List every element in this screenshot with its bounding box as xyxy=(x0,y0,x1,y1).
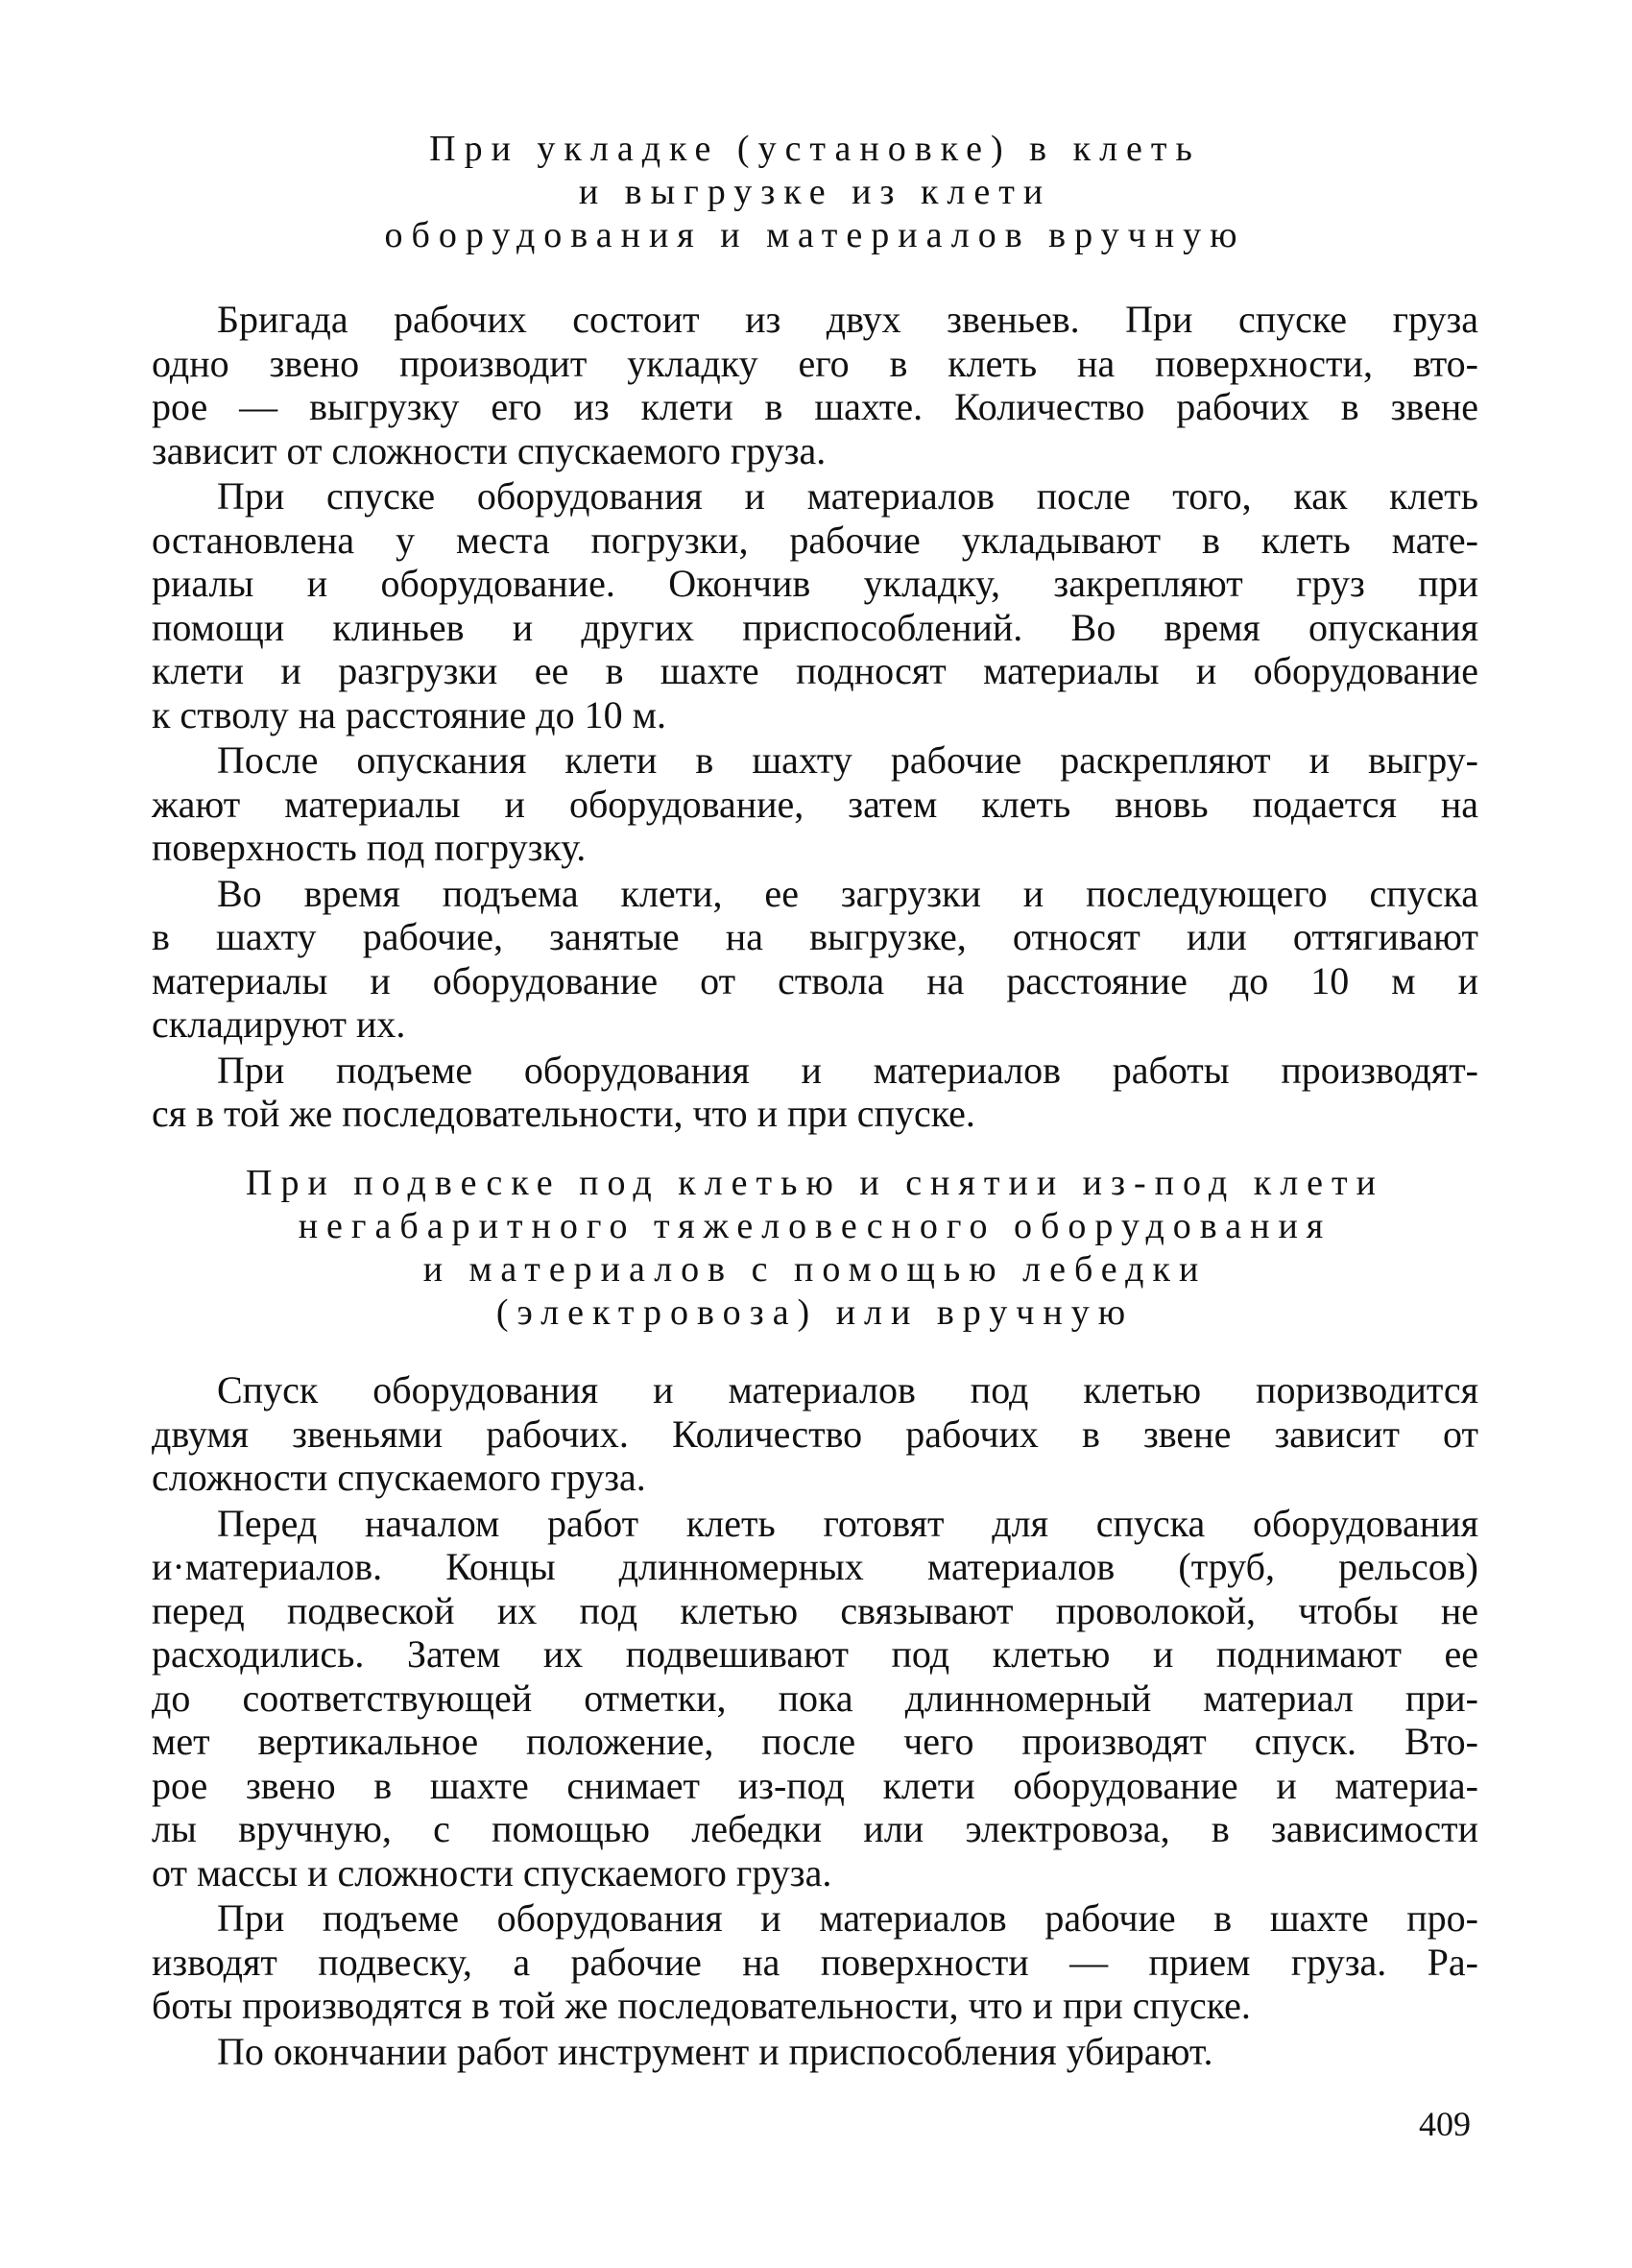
paragraph xyxy=(152,1502,1478,1895)
text-line: к стволу на расстояние до 10 м. xyxy=(152,692,666,736)
text-line: боты производятся в той же последовательности, что и при спуске. xyxy=(152,1984,1251,2027)
heading-line: При укладке (установке) в клеть xyxy=(429,129,1201,169)
text-line: Бригада рабочих состоит из двух звеньев. При спуске груза xyxy=(217,298,1478,341)
text-line: складируют их. xyxy=(152,1002,406,1046)
text-line: двумя звеньями рабочих. Количество рабочих в звене зависит от xyxy=(152,1411,1478,1456)
paragraph xyxy=(152,298,1478,472)
text-line: Во время подъема клети, ее загрузки и последующего спуска xyxy=(217,871,1478,915)
section-body-1 xyxy=(152,296,1478,1136)
text-line: зависит от сложности спускаемого груза. xyxy=(152,428,827,472)
text-line: до соответствующей отметки, пока длинномерный материал при- xyxy=(152,1676,1478,1720)
paragraph xyxy=(152,1049,1478,1136)
text-line: При спуске оборудования и материалов после того, как клеть xyxy=(217,474,1478,518)
heading-line: оборудования и материалов вручную xyxy=(384,215,1246,255)
text-line: рое — выгрузку его из клети в шахте. Количество рабочих в звене xyxy=(152,385,1478,428)
text-line: сложности спускаемого груза. xyxy=(152,1456,646,1499)
text-line: расходились. Затем их подвешивают под клетью и поднимают ее xyxy=(152,1632,1478,1676)
heading-line: При подвеске под клетью и снятии из-под клети xyxy=(246,1163,1384,1203)
text-line: мет вертикальное положение, после чего производят спуск. Вто- xyxy=(152,1720,1478,1763)
heading-line: негабаритного тяжеловесного оборудования xyxy=(298,1206,1332,1246)
text-line: изводят подвеску, а рабочие на поверхности — прием груза. Ра- xyxy=(152,1940,1478,1984)
text-line: Перед началом работ клеть готовят для спуска оборудования xyxy=(217,1501,1478,1545)
page-number: 409 xyxy=(1419,2105,1471,2143)
paragraph xyxy=(152,738,1478,870)
paragraph xyxy=(152,1368,1478,1500)
text-line: жают материалы и оборудование, затем клеть вновь подается на xyxy=(152,782,1478,826)
text-line: Спуск оборудования и материалов под клетью поризводится xyxy=(217,1368,1478,1411)
text-line: в шахту рабочие, занятые на выгрузке, относят или оттягивают xyxy=(152,915,1478,958)
paragraph xyxy=(152,1896,1478,2028)
text-line: лы вручную, с помощью лебедки или электровоза, в зависимости xyxy=(152,1807,1478,1850)
section-body-2 xyxy=(152,1366,1478,2073)
text-line: риалы и оборудование. Окончив укладку, закрепляют груз при xyxy=(152,562,1478,605)
paragraph xyxy=(152,474,1478,736)
section-heading-1 xyxy=(152,128,1478,257)
heading-line: (электровоза) или вручную xyxy=(495,1292,1135,1333)
text-line: По окончании работ инструмент и приспособления убирают. xyxy=(217,2029,1213,2073)
text-line: ся в той же последовательности, что и при спуске. xyxy=(152,1092,975,1135)
text-line: При подъеме оборудования и материалов рабочие в шахте про- xyxy=(217,1896,1478,1940)
text-line: рое звено в шахте снимает из-под клети оборудование и материа- xyxy=(152,1763,1478,1807)
text-line: материалы и оборудование от ствола на расстояние до 10 м и xyxy=(152,958,1478,1002)
text-line: и·материалов. Концы длинномерных материалов (труб, рельсов) xyxy=(152,1545,1478,1588)
text-line: При подъеме оборудования и материалов работы производят- xyxy=(217,1048,1478,1092)
text-line: поверхность под погрузку. xyxy=(152,826,587,869)
text-line: от массы и сложности спускаемого груза. xyxy=(152,1850,832,1894)
text-line: одно звено производит укладку его в клеть на поверхности, вто- xyxy=(152,341,1478,385)
paragraph xyxy=(152,872,1478,1047)
text-line: перед подвеской их под клетью связывают проволокой, чтобы не xyxy=(152,1588,1478,1632)
paragraph xyxy=(152,2030,1478,2074)
text-line: помощи клиньев и других приспособлений. Во время опускания xyxy=(152,605,1478,649)
heading-line: и выгрузке из клети xyxy=(578,172,1052,212)
text-line: После опускания клети в шахту рабочие раскрепляют и выгру- xyxy=(217,738,1478,782)
text-line: остановлена у места погрузки, рабочие укладывают в клеть мате- xyxy=(152,518,1478,562)
section-heading-2 xyxy=(152,1162,1478,1335)
text-line: клети и разгрузки ее в шахте подносят материалы и оборудование xyxy=(152,649,1478,692)
heading-line: и материалов с помощью лебедки xyxy=(422,1249,1208,1290)
